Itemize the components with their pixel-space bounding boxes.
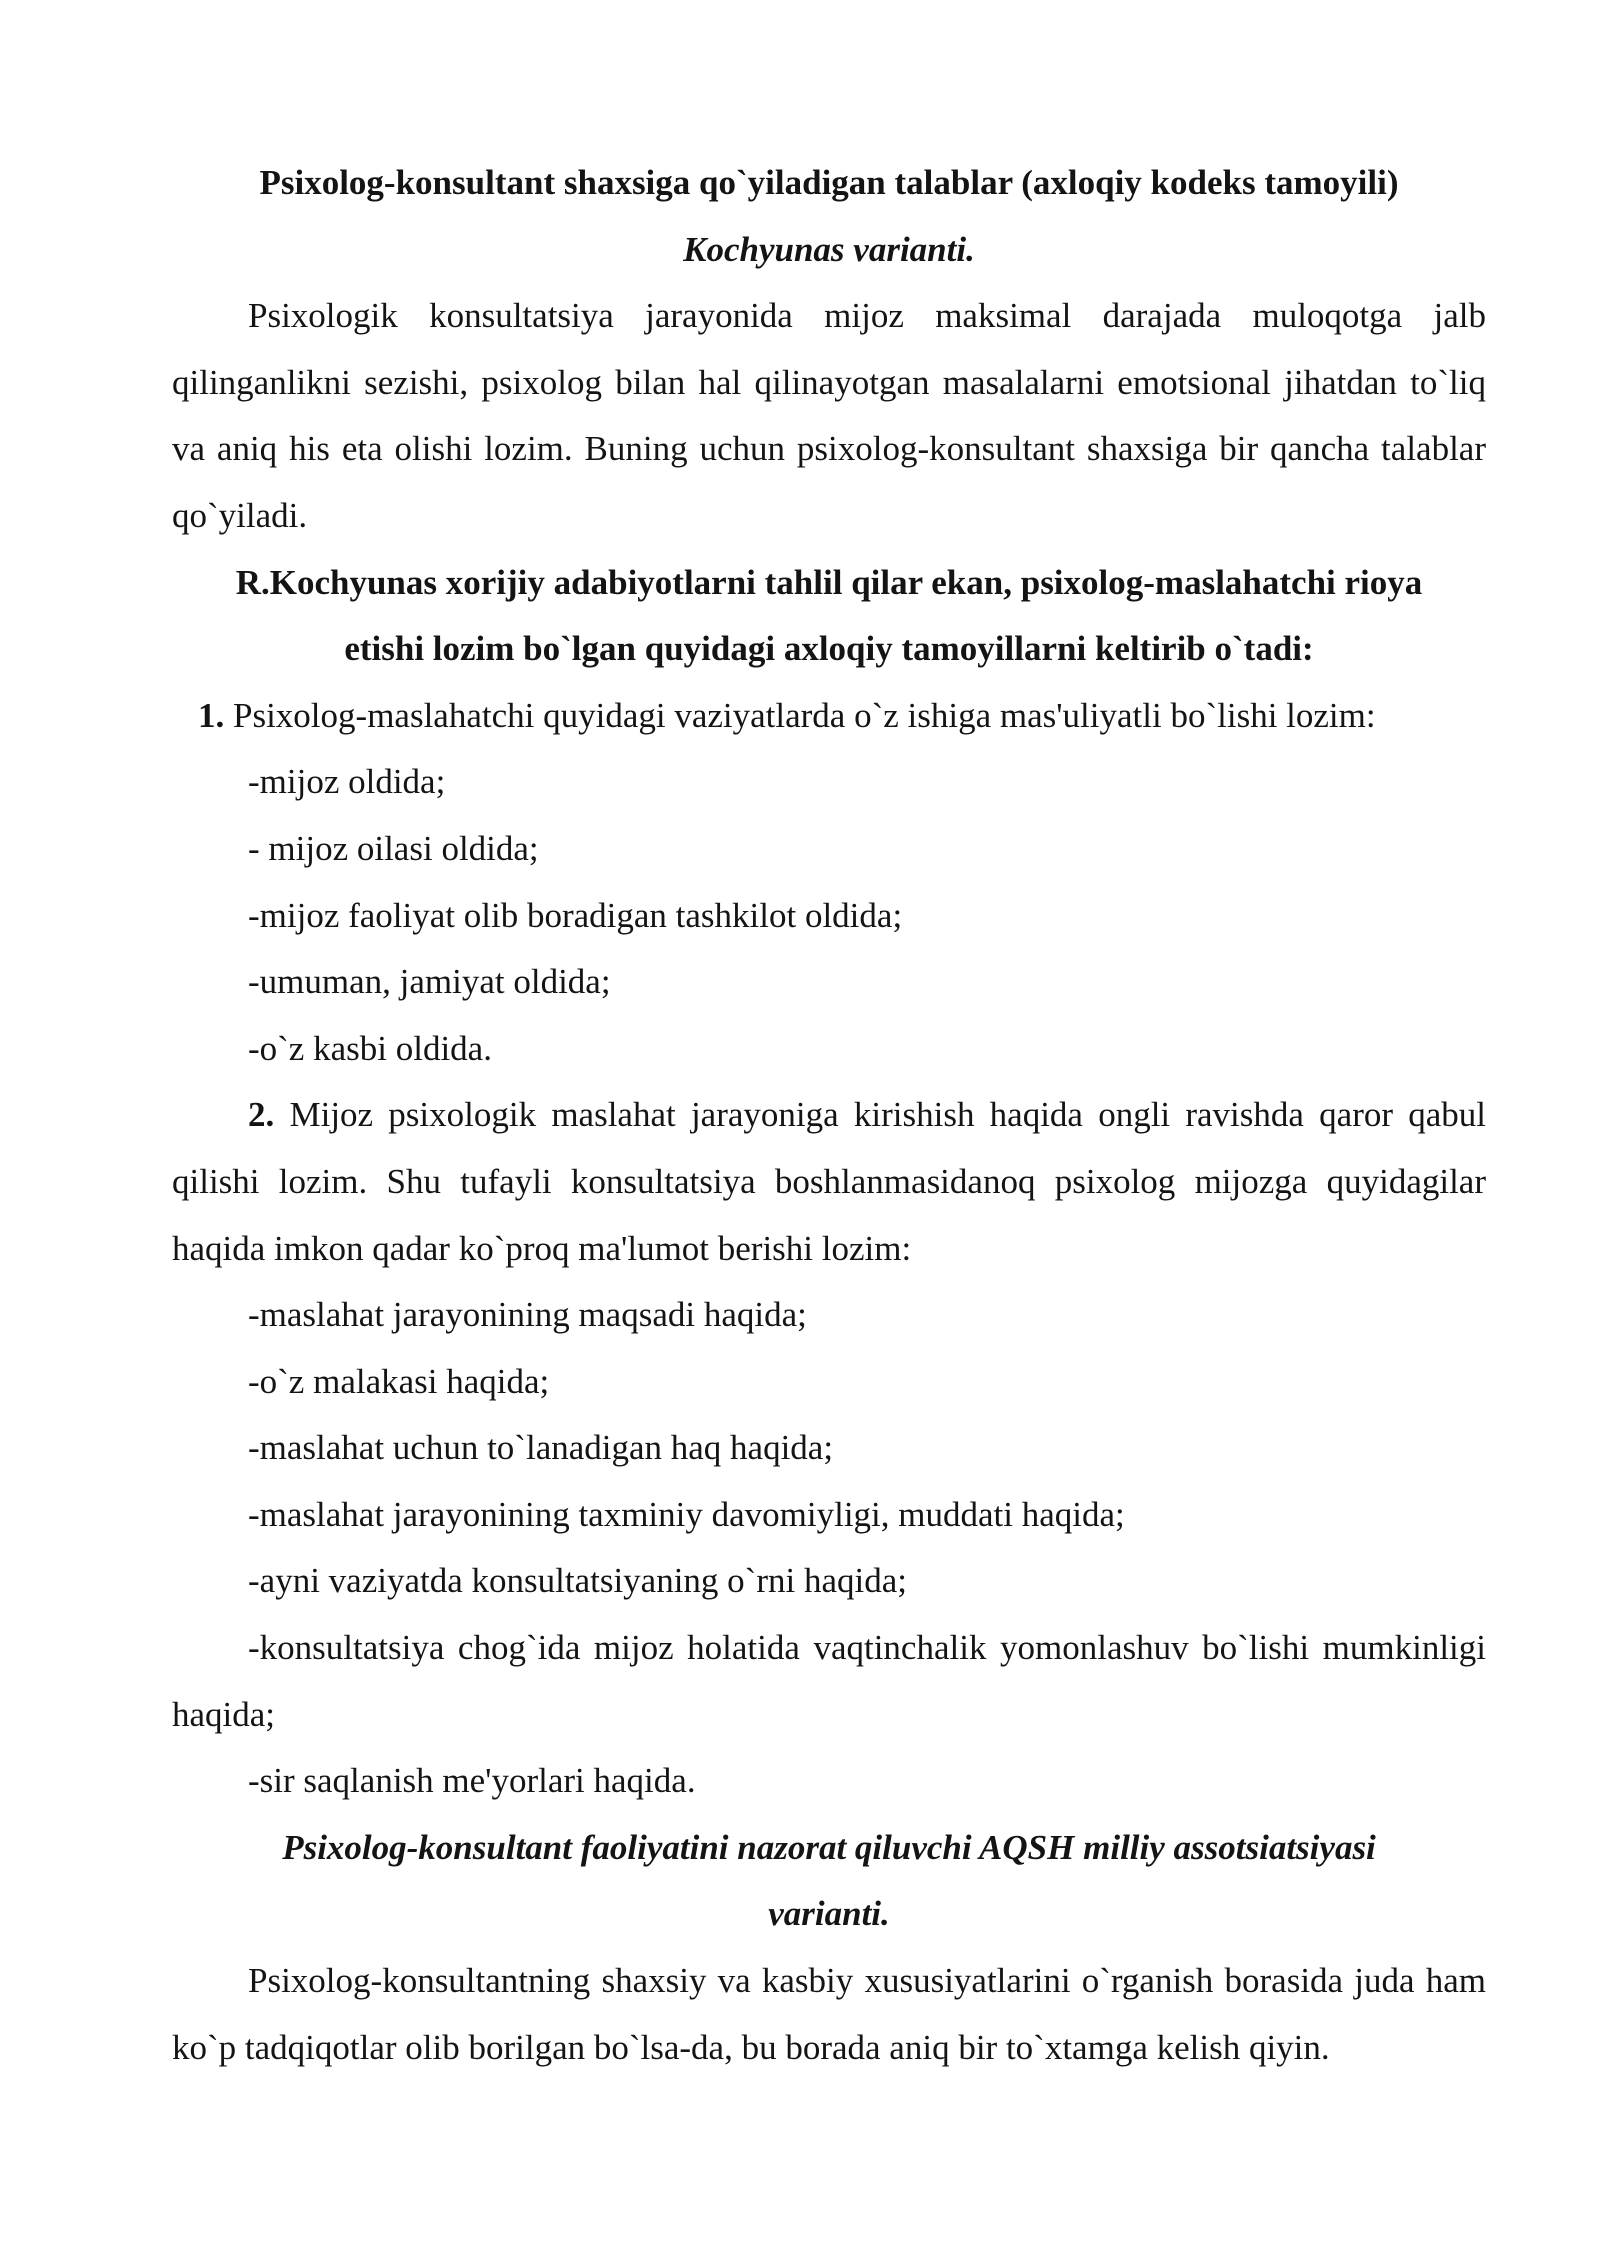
document-title: Psixolog-konsultant shaxsiga qo`yiladigan talablar (axloqiy kodeks tamoyili) [259,163,1399,202]
bold-heading-line-2: etishi lozim bo`lgan quyidagi axloqiy tamoyillarni keltirib o`tadi: [344,629,1314,669]
subtitle-kochyunas: Kochyunas varianti. [683,229,975,269]
list-item: -mijoz faoliyat olib boradigan tashkilot oldida; [248,895,903,935]
list-1 [172,749,1486,1082]
list-item-long: -konsultatsiya chog`ida mijoz holatida vaqtinchalik yomonlashuv bo`lishi mumkinligi haqida; [172,1628,1486,1734]
list-item: -o`z malakasi haqida; [248,1361,550,1401]
principle-1-text: Psixolog-maslahatchi quyidagi vaziyatlarda o`z ishiga mas'uliyatli bo`lishi lozim: [224,695,1376,735]
list-item: -maslahat jarayonining taxminiy davomiyligi, muddati haqida; [248,1494,1125,1534]
principle-1 [172,683,1486,750]
list-item: -umuman, jamiyat oldida; [248,962,611,1002]
subtitle-aqsh-line-1: Psixolog-konsultant faoliyatini nazorat qiluvchi AQSH milliy assotsiatsiyasi [282,1827,1376,1867]
principle-2-text: Mijoz psixologik maslahat jarayoniga kirishish haqida ongli ravishda qaror qabul qilishi lozim. Shu tufayli konsultatsiya boshlanmasidanoq psixolog mijozga quyidagilar haqida imkon qadar ko`proq ma'lumot berishi lozim: [172,1095,1486,1268]
list-item: -maslahat jarayonining maqsadi haqida; [248,1295,807,1335]
list-item: - mijoz oilasi oldida; [248,828,539,868]
subtitle-aqsh-line-2: varianti. [768,1894,890,1934]
list-item: -mijoz oldida; [248,762,446,802]
principle-1-number: 1. [198,695,225,735]
principle-2 [172,1082,1486,1282]
bold-heading-line-1: R.Kochyunas xorijiy adabiyotlarni tahlil qilar ekan, psixolog-maslahatchi rioya [235,562,1423,602]
list-item: -o`z kasbi oldida. [248,1028,492,1068]
list-item: -ayni vaziyatda konsultatsiyaning o`rni haqida; [248,1561,907,1601]
principle-2-number: 2. [248,1095,275,1135]
document-page [172,150,1486,2081]
list-item: -sir saqlanish me'yorlari haqida. [248,1761,696,1801]
intro-paragraph: Psixologik konsultatsiya jarayonida mijoz maksimal darajada muloqotga jalb qilinganlikni sezishi, psixolog bilan hal qilinayotgan masalalarni emotsional jihatdan to`liq va aniq his eta olishi lozim. Buning uchun psixolog-konsultant shaxsiga bir qancha talablar qo`yiladi. [172,296,1486,535]
list-2 [172,1282,1486,1615]
list-item: -maslahat uchun to`lanadigan haq haqida; [248,1428,834,1468]
closing-paragraph: Psixolog-konsultantning shaxsiy va kasbiy xususiyatlarini o`rganish borasida juda ham ko`p tadqiqotlar olib borilgan bo`lsa-da, bu borada aniq bir to`xtamga kelish qiyin. [172,1961,1486,2067]
